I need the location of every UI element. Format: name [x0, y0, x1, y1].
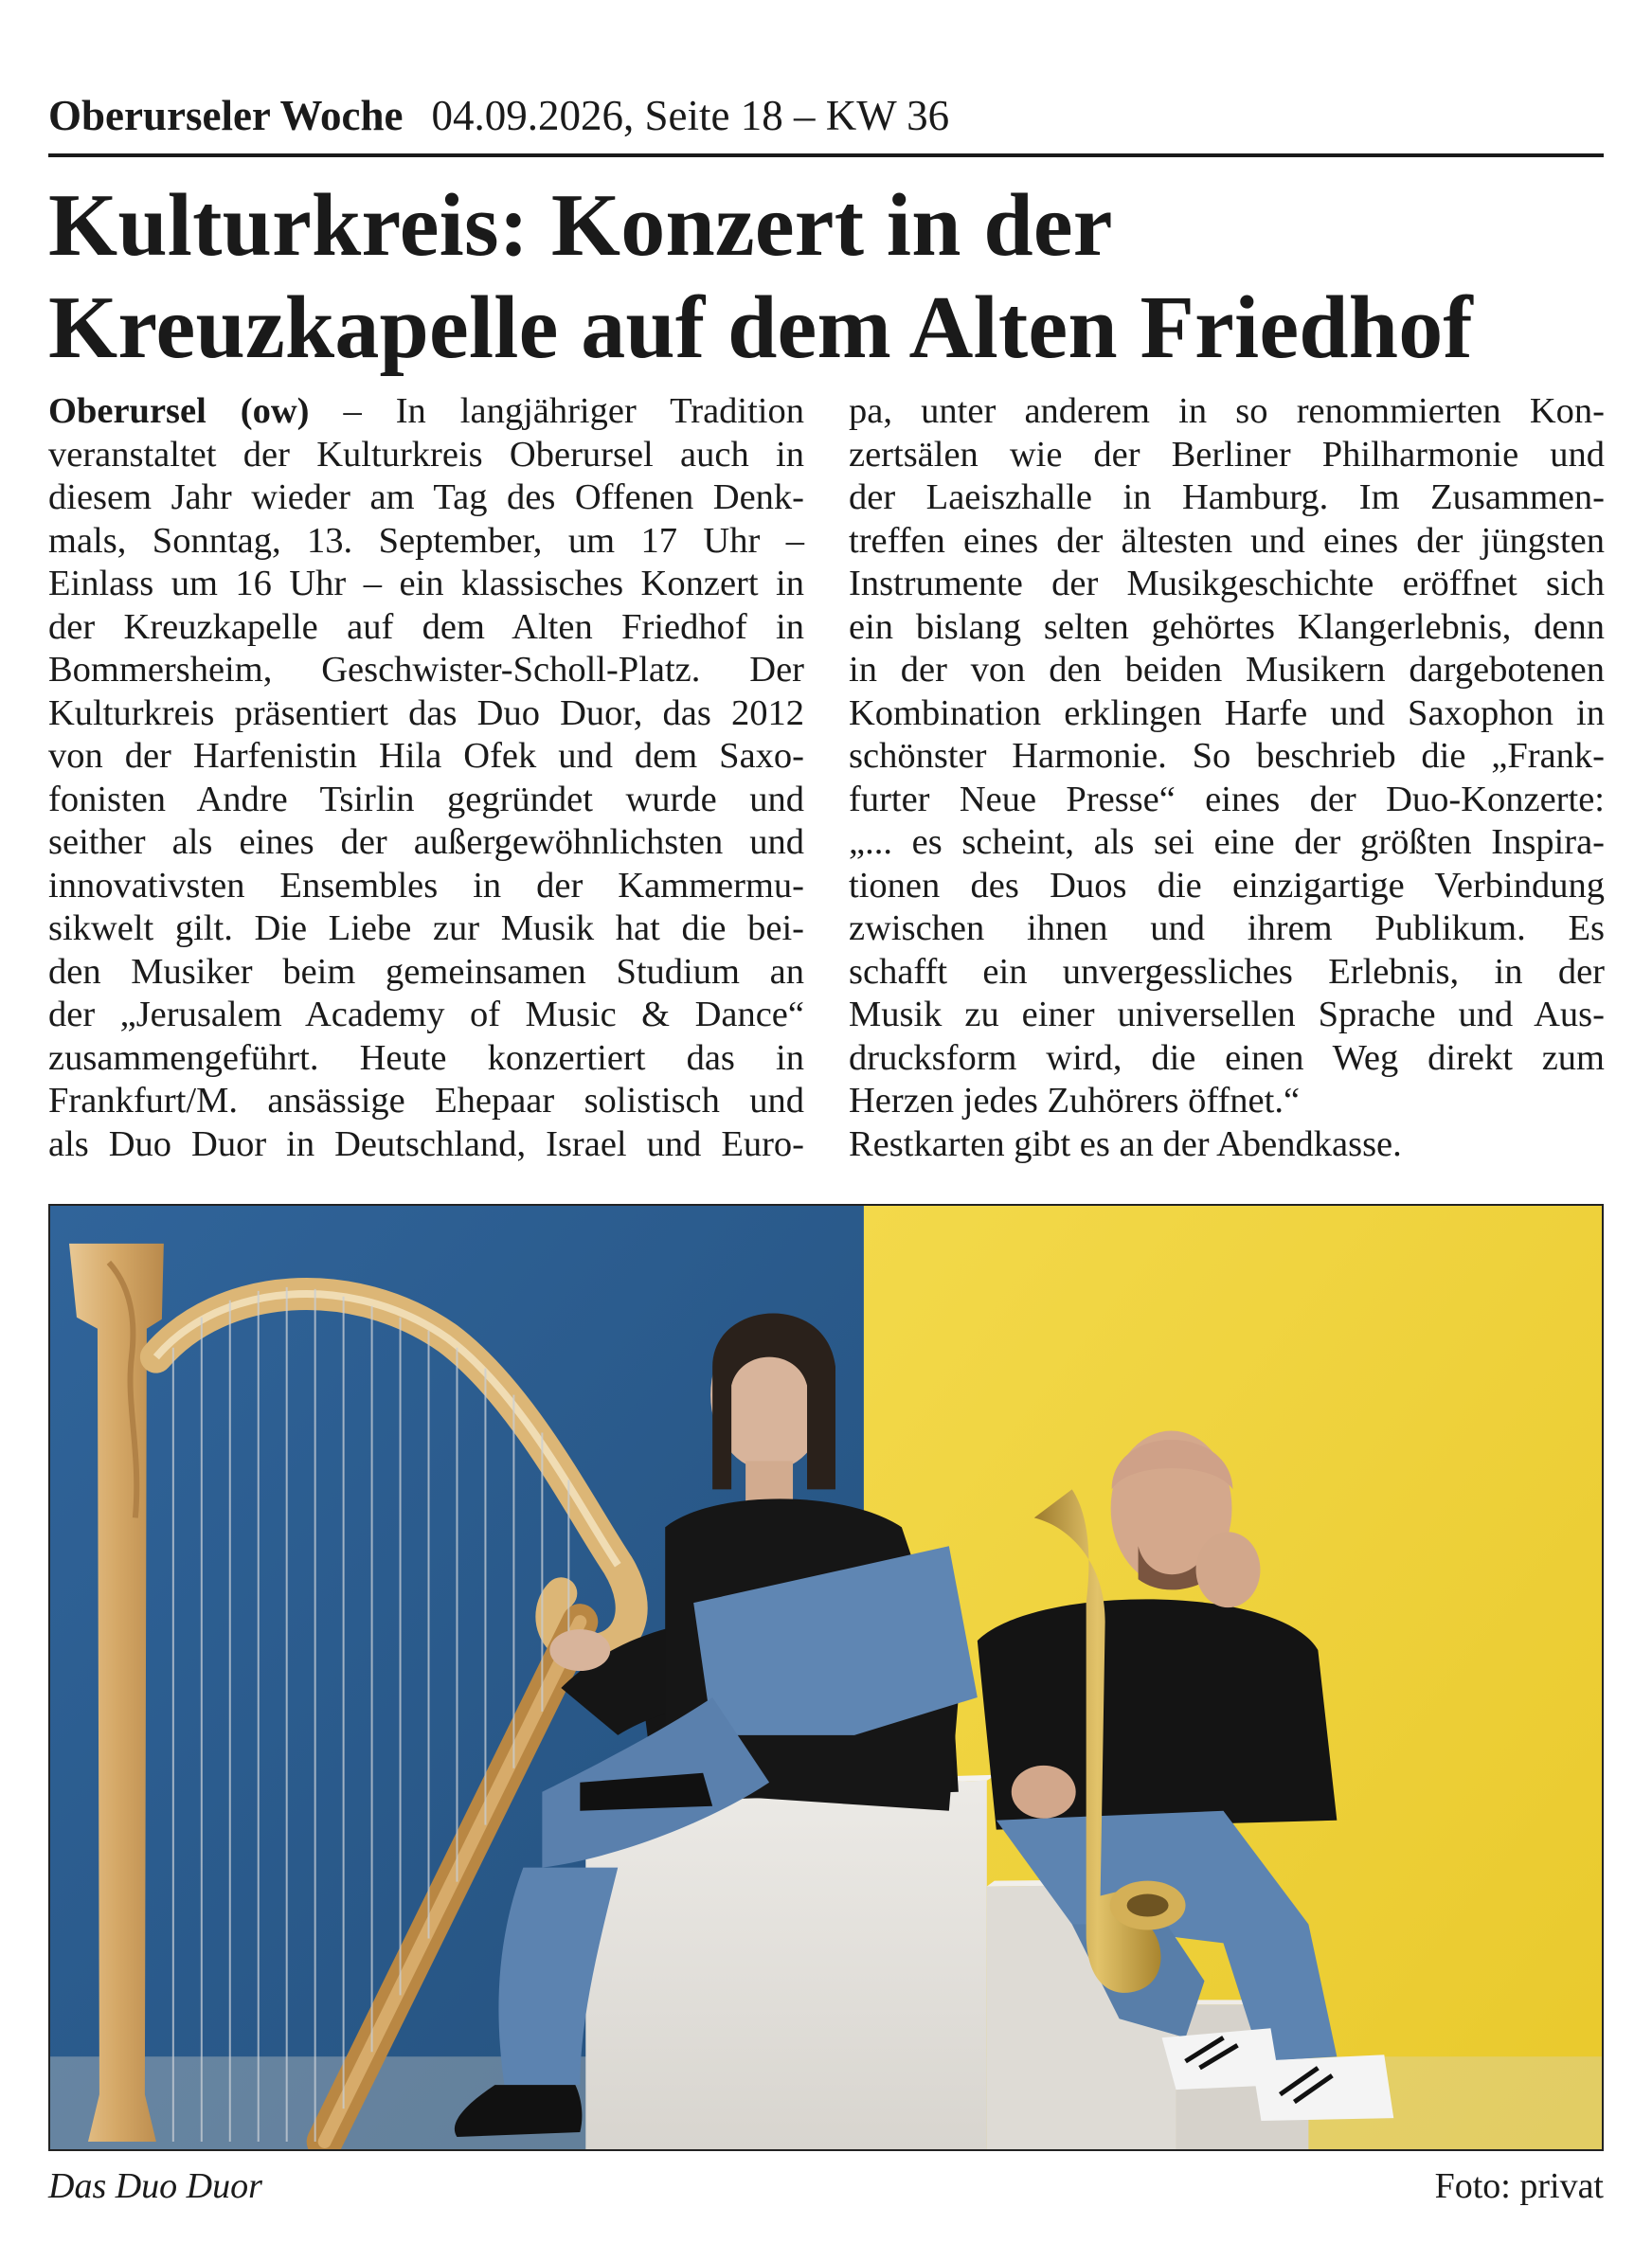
article-line: Bommersheim, Geschwister-Scholl-Platz. Der	[48, 650, 804, 690]
article-line: Kulturkreis präsentiert das Duo Duor, das 2012	[48, 692, 804, 733]
article-line: diesem Jahr wieder am Tag des Offenen Denk-	[48, 477, 804, 517]
right-column	[849, 390, 1605, 1166]
masthead	[48, 91, 1604, 153]
article-photo	[48, 1204, 1604, 2151]
article-line: Frankfurt/M. ansässige Ehepaar solistisch und	[48, 1081, 804, 1121]
article-line: der Laeiszhalle in Hamburg. Im Zusammen-	[849, 477, 1605, 517]
article-headline	[48, 174, 1604, 379]
dateline: Oberursel (ow)	[48, 391, 310, 431]
article-line: ein bislang selten gehörtes Klangerlebnis, denn	[849, 606, 1605, 647]
headline-line: Kulturkreis: Konzert in der	[48, 176, 1113, 275]
article-line: den Musiker beim gemeinsamen Studium an	[48, 951, 804, 992]
article-line: als Duo Duor in Deutschland, Israel und Euro-	[48, 1123, 804, 1164]
masthead-rule	[48, 153, 1604, 157]
article-line: von der Harfenistin Hila Ofek und dem Saxo-	[48, 736, 804, 776]
article-line: innovativsten Ensembles in der Kammermu-	[48, 865, 804, 906]
article-line: Herzen jedes Zuhörers öffnet.“	[849, 1081, 1301, 1121]
article-line: furter Neue Presse“ eines der Duo-Konzerte:	[849, 779, 1605, 819]
article-line: zertsälen wie der Berliner Philharmonie und	[849, 434, 1605, 475]
photo-credit: Foto: privat	[1434, 2166, 1604, 2206]
photo-caption: Das Duo Duor	[48, 2166, 262, 2206]
issue-meta: 04.09.2026, Seite 18 – KW 36	[431, 92, 950, 139]
photo-caption-row	[48, 2163, 1604, 2211]
article-line-text: – In langjähriger Tradition	[309, 391, 804, 431]
article-line: in der von den beiden Musikern dargebotenen	[849, 650, 1605, 690]
article-line: schafft ein unvergessliches Erlebnis, in der	[849, 951, 1605, 992]
article-line: treffen eines der ältesten und eines der jüngsten	[849, 520, 1605, 561]
article-line: seither als eines der außergewöhnlichsten und	[48, 822, 804, 862]
article-line: drucksform wird, die einen Weg direkt zum	[849, 1037, 1605, 1078]
article-line: pa, unter anderem in so renommierten Kon-	[849, 391, 1605, 431]
article-line: zusammengeführt. Heute konzertiert das in	[48, 1037, 804, 1078]
article-line: mals, Sonntag, 13. September, um 17 Uhr –	[48, 520, 804, 561]
article-line: zwischen ihnen und ihrem Publikum. Es	[849, 908, 1605, 948]
article-line: Einlass um 16 Uhr – ein klassisches Konzert in	[48, 564, 804, 603]
left-column	[48, 390, 804, 1166]
publication-name: Oberurseler Woche	[48, 92, 404, 139]
article-line: veranstaltet der Kulturkreis Oberursel auch in	[48, 434, 804, 475]
article-line	[48, 390, 804, 434]
article-line: Restkarten gibt es an der Abendkasse.	[849, 1123, 1402, 1164]
article-line: sikwelt gilt. Die Liebe zur Musik hat die bei-	[48, 908, 804, 948]
article-line: fonisten Andre Tsirlin gegründet wurde und	[48, 779, 804, 819]
article-line: Instrumente der Musikgeschichte eröffnet sich	[849, 564, 1605, 603]
article-line: Musik zu einer universellen Sprache und Aus-	[849, 995, 1605, 1034]
newspaper-page	[48, 0, 1604, 2243]
article-line: Kombination erklingen Harfe und Saxophon in	[849, 692, 1605, 733]
article-line: schönster Harmonie. So beschrieb die „Frank-	[849, 736, 1605, 776]
headline-line: Kreuzkapelle auf dem Alten Friedhof	[48, 278, 1473, 377]
article-line: der „Jerusalem Academy of Music & Dance“	[48, 995, 804, 1034]
article-line: der Kreuzkapelle auf dem Alten Friedhof in	[48, 606, 804, 647]
article-line: tionen des Duos die einzigartige Verbindung	[849, 865, 1605, 906]
duo-photo-illustration	[50, 1206, 1602, 2149]
article-line: „... es scheint, als sei eine der größten Inspira-	[849, 822, 1605, 862]
